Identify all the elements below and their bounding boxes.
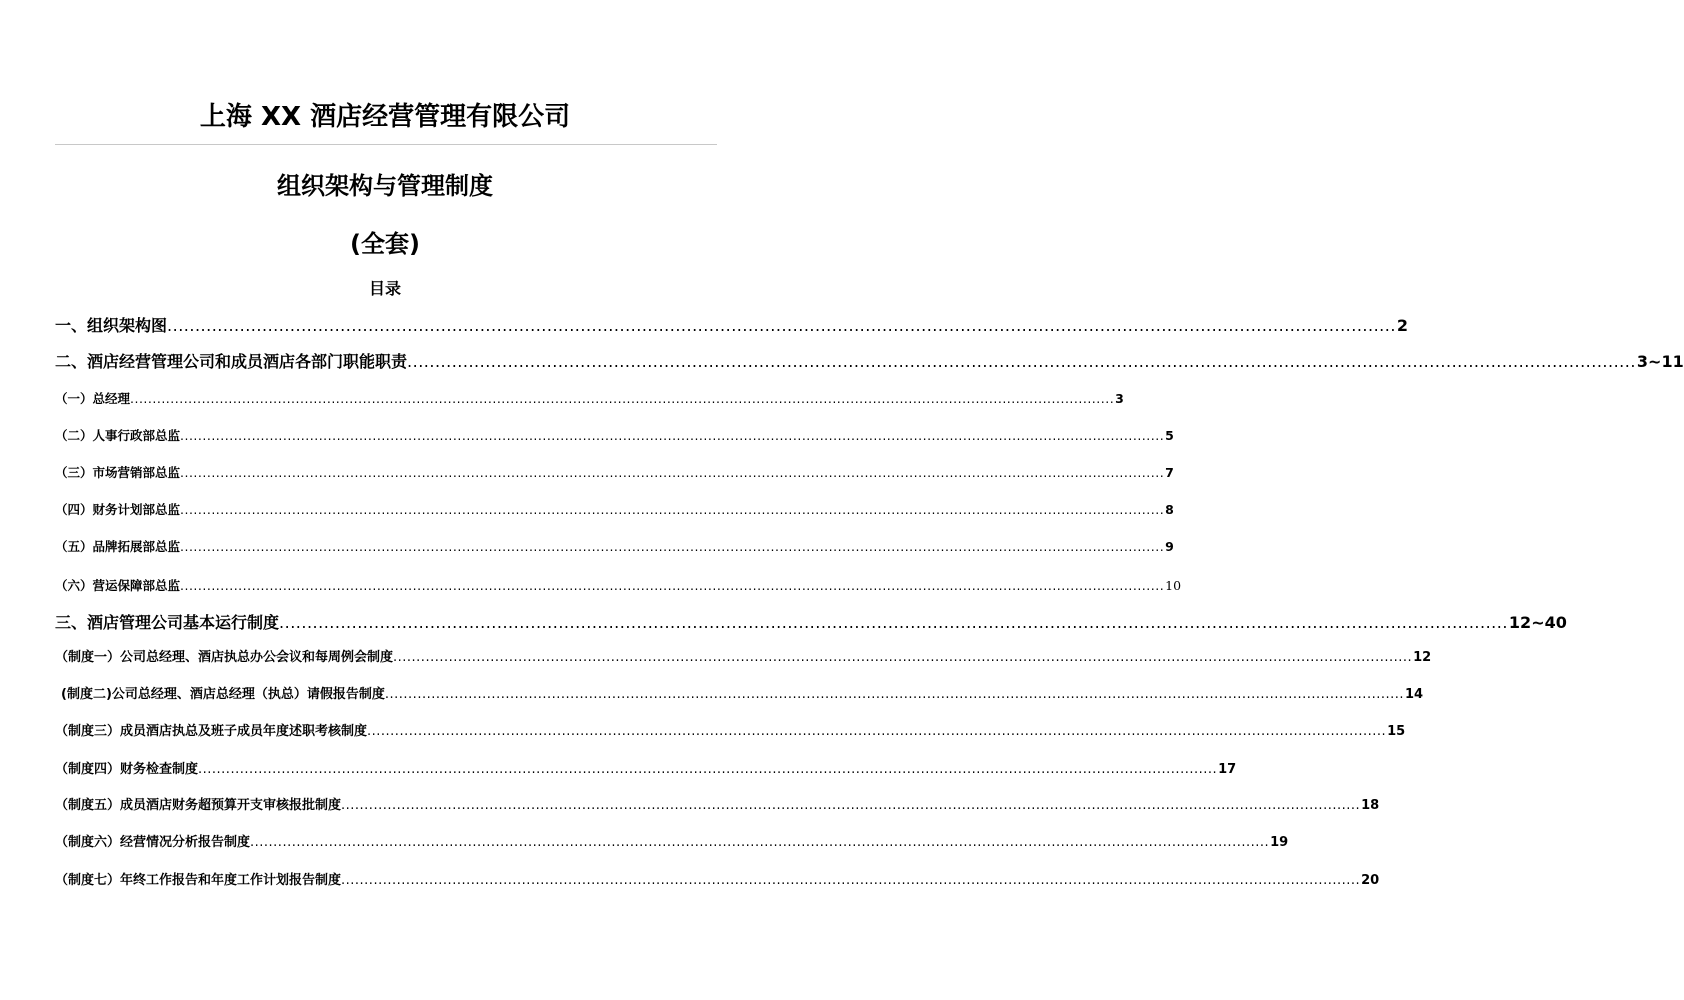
dot-leader: ............................................................................................................................................................................................................................: [367, 724, 1387, 739]
toc-entry-label: （五）品牌拓展部总监: [55, 539, 181, 554]
company-title: 上海 XX 酒店经营管理有限公司: [199, 102, 571, 132]
toc-entry-page: 19: [1270, 835, 1289, 850]
toc-entry-label: （制度七）年终工作报告和年度工作计划报告制度: [55, 873, 342, 888]
dot-leader: ............................................................................................................................................................................................................................: [198, 762, 1218, 777]
dot-leader: ............................................................................................................................................................................................................................: [180, 428, 1165, 443]
toc-entry-label: （制度三）成员酒店执总及班子成员年度述职考核制度: [55, 724, 368, 739]
toc-entry[interactable]: [55, 871, 1380, 891]
toc-entry[interactable]: [55, 314, 1409, 338]
toc-entry-label: (制度二)公司总经理、酒店总经理（执总）请假报告制度: [61, 687, 385, 702]
toc-entry-label: （二）人事行政部总监: [55, 428, 181, 443]
toc-entry-label: （制度四）财务检查制度: [55, 762, 199, 777]
toc-entry[interactable]: [55, 500, 1174, 520]
toc-entry-page: 3~11: [1636, 352, 1684, 371]
dot-leader: ............................................................................................................................................................................................................................: [341, 873, 1361, 888]
dot-leader: ............................................................................................................................................................................................................................: [384, 687, 1405, 702]
toc-entry-label: （一）总经理: [55, 391, 131, 406]
toc-heading: 目录: [368, 279, 401, 298]
dot-leader: ............................................................................................................................................................................................................................: [393, 650, 1413, 665]
toc-entry[interactable]: [55, 576, 1182, 596]
toc-entry-label: （三）市场营销部总监: [55, 465, 181, 480]
dot-leader: ............................................................................................................................................................................................................................: [167, 316, 1396, 335]
toc-entry-page: 17: [1218, 762, 1237, 777]
toc-entry[interactable]: [55, 350, 1684, 374]
toc-entry-page: 2: [1396, 316, 1409, 335]
toc-entry[interactable]: [55, 833, 1289, 853]
dot-leader: ............................................................................................................................................................................................................................: [250, 835, 1270, 850]
toc-entry[interactable]: [61, 685, 1424, 705]
toc-entry[interactable]: [55, 648, 1432, 668]
dot-leader: ............................................................................................................................................................................................................................: [279, 613, 1508, 632]
toc-entry[interactable]: [55, 426, 1174, 446]
toc-entry[interactable]: [55, 537, 1174, 557]
toc-entry-label: （四）财务计划部总监: [55, 502, 181, 517]
toc-entry-label: 一、组织架构图: [55, 316, 168, 335]
toc-entry-page: 20: [1361, 873, 1380, 888]
toc-entry-page: 3: [1115, 391, 1124, 406]
toc-entry-page: 12~40: [1508, 613, 1567, 632]
set-label: (全套): [350, 230, 420, 258]
toc-entry[interactable]: [55, 389, 1124, 409]
toc-entry-label: 二、酒店经营管理公司和成员酒店各部门职能职责: [55, 352, 408, 371]
toc-entry-page: 10: [1165, 578, 1182, 593]
toc-entry-page: 12: [1413, 650, 1432, 665]
toc-entry-page: 9: [1165, 539, 1174, 554]
toc-entry-label: （六）营运保障部总监: [55, 578, 181, 593]
toc-entry-page: 15: [1387, 724, 1406, 739]
toc-entry-label: （制度五）成员酒店财务超预算开支审核报批制度: [55, 798, 342, 813]
dot-leader: ............................................................................................................................................................................................................................: [180, 539, 1165, 554]
toc-entry[interactable]: [55, 722, 1406, 742]
toc-entry-label: 三、酒店管理公司基本运行制度: [55, 613, 280, 632]
dot-leader: ............................................................................................................................................................................................................................: [180, 578, 1165, 593]
toc-entry[interactable]: [55, 463, 1174, 483]
toc-entry-page: 8: [1165, 502, 1174, 517]
dot-leader: ............................................................................................................................................................................................................................: [341, 798, 1361, 813]
dot-leader: ............................................................................................................................................................................................................................: [407, 352, 1636, 371]
toc-entry-page: 5: [1165, 428, 1174, 443]
toc-entry-label: （制度一）公司总经理、酒店执总办公会议和每周例会制度: [55, 650, 394, 665]
document-subtitle: 组织架构与管理制度: [277, 172, 493, 200]
toc-entry[interactable]: [55, 760, 1237, 780]
toc-entry[interactable]: [55, 611, 1567, 635]
dot-leader: ............................................................................................................................................................................................................................: [130, 391, 1115, 406]
dot-leader: ............................................................................................................................................................................................................................: [180, 465, 1165, 480]
toc-entry-page: 14: [1405, 687, 1424, 702]
toc-entry-page: 18: [1361, 798, 1380, 813]
dot-leader: ............................................................................................................................................................................................................................: [180, 502, 1165, 517]
toc-entry-label: （制度六）经营情况分析报告制度: [55, 835, 251, 850]
toc-entry-page: 7: [1165, 465, 1174, 480]
toc-entry[interactable]: [55, 796, 1380, 816]
